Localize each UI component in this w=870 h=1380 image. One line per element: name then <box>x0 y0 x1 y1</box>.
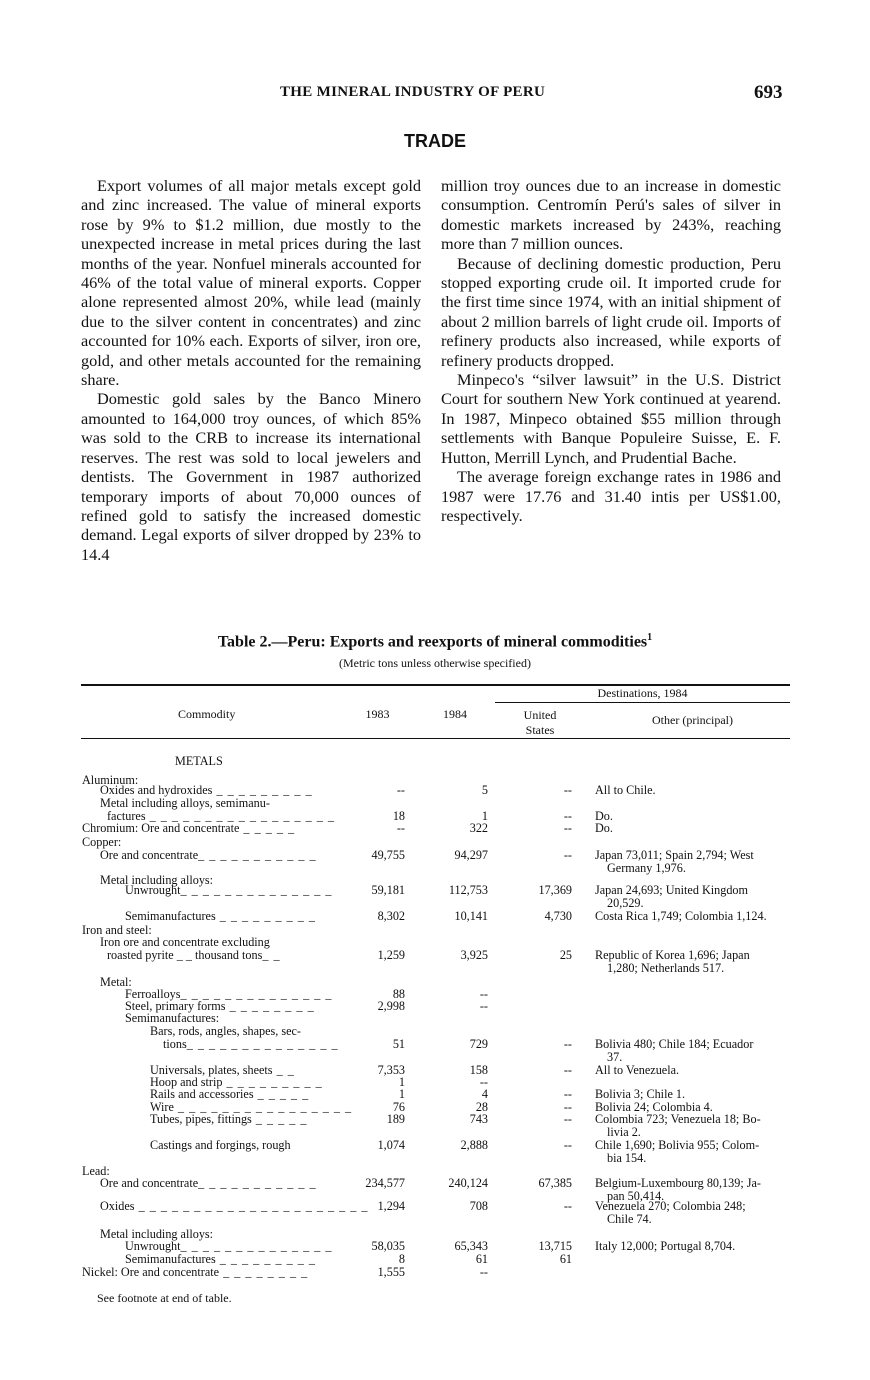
other-line: 1,280; Netherlands 517. <box>607 960 725 975</box>
dot-leader: _ _ _ _ _ _ _ _ _ _ _ <box>198 1176 317 1190</box>
value-1983: 51 <box>392 1037 405 1051</box>
other-line: 20,529. <box>607 895 644 910</box>
commodity-text: Chromium: Ore and concentrate <box>82 821 240 835</box>
other-line: 37. <box>607 1049 623 1064</box>
other-line: Costa Rica 1,749; Colombia 1,124. <box>595 909 767 923</box>
other-destinations <box>595 949 790 974</box>
commodity-label <box>150 1088 309 1101</box>
dot-leader: _ _ _ _ _ _ _ _ _ _ _ _ _ _ <box>180 987 333 1001</box>
value-1984: -- <box>479 987 488 1001</box>
other-line: Do. <box>595 809 613 823</box>
value-1984: -- <box>479 1075 488 1089</box>
commodity-text: Tubes, pipes, fittings <box>150 1112 252 1126</box>
value-1984: 61 <box>475 1252 488 1266</box>
commodity-label <box>150 1113 308 1126</box>
commodity-text: Oxides and hydroxides <box>100 783 213 797</box>
value-us: 61 <box>559 1252 572 1266</box>
commodity-label <box>100 849 317 862</box>
commodity-text: Unwrought <box>125 883 181 897</box>
value-us: -- <box>563 1138 572 1152</box>
other-destinations <box>595 1064 790 1077</box>
commodity-text: Bars, rods, angles, shapes, sec- <box>150 1024 301 1038</box>
other-line: Belgium-Luxembourg 80,139; Ja- <box>595 1176 761 1190</box>
commodity-text: Castings and forgings, rough <box>150 1138 291 1152</box>
other-line: Bolivia 24; Colombia 4. <box>595 1100 713 1114</box>
paragraph: Because of declining domestic production, Peru stopped exporting crude oil. It imported crude for the first time since 1974, with an initial shipment of about 2 million barrels of light crude oil. Imports of refinery products also increased, while exports of refinery products dropped. <box>441 253 781 370</box>
dot-leader: _ _ <box>272 1063 295 1077</box>
running-title: THE MINERAL INDUSTRY OF PERU <box>280 84 546 100</box>
other-line: bia 154. <box>607 1150 647 1165</box>
table-title-footnote-mark: 1 <box>647 632 653 643</box>
value-us: 17,369 <box>538 883 572 897</box>
other-line: Chile 74. <box>607 1211 652 1226</box>
commodity-label <box>82 836 121 849</box>
header-other: Other (principal) <box>652 713 733 727</box>
commodity-text: Copper: <box>82 835 122 849</box>
commodity-label <box>82 1266 308 1279</box>
page-number: 693 <box>754 82 783 103</box>
value-1984: 729 <box>469 1037 488 1051</box>
paragraph: Export volumes of all major metals except gold and zinc increased. The value of mineral exports rose by 9% to $1.2 million, due mostly to the unexpected increase in metal prices during the last months of the year. Nonfuel minerals accounted for 46% of the total value of mineral exports. Copper alone represented almost 20%, while lead (mainly due to the silver content in concentrates) and zinc accounted for 10% each. Exports of silver, iron ore, gold, and other metals accounted for the remaining share. <box>81 176 421 390</box>
commodity-text: Unwrought <box>125 1239 181 1253</box>
value-1984: 158 <box>469 1063 488 1077</box>
commodity-text: Iron and steel: <box>82 923 152 937</box>
other-destinations <box>595 1200 790 1225</box>
value-us: -- <box>563 1100 572 1114</box>
other-line: Japan 24,693; United Kingdom <box>595 883 749 897</box>
other-line: pan 50,414. <box>607 1188 665 1203</box>
other-destinations <box>595 1240 790 1253</box>
other-destinations <box>595 822 790 835</box>
value-1984: 65,343 <box>454 1239 488 1253</box>
commodity-label <box>125 1253 316 1266</box>
commodity-text: Lead: <box>82 1164 110 1178</box>
value-1983: -- <box>396 783 405 797</box>
commodity-label <box>150 1139 291 1152</box>
value-1983: 88 <box>392 987 405 1001</box>
other-destinations <box>595 849 790 874</box>
value-us: -- <box>563 1112 572 1126</box>
value-1983: 189 <box>386 1112 405 1126</box>
other-destinations <box>595 810 790 823</box>
commodity-label <box>100 936 270 949</box>
commodity-text: roasted pyrite _ _ thousand tons <box>107 948 263 962</box>
commodity-label <box>125 910 316 923</box>
value-1983: 7,353 <box>377 1063 405 1077</box>
other-line: Italy 12,000; Portugal 8,704. <box>595 1239 736 1253</box>
commodity-label <box>150 1025 301 1038</box>
dot-leader: _ _ _ _ _ _ _ _ _ _ _ <box>198 848 317 862</box>
dot-leader: _ _ _ _ _ _ _ _ _ _ _ _ _ _ _ _ <box>173 1100 353 1114</box>
value-1983: -- <box>396 821 405 835</box>
value-1983: 76 <box>392 1100 405 1114</box>
value-us: -- <box>563 1037 572 1051</box>
value-us: -- <box>563 1063 572 1077</box>
dot-leader: _ _ _ _ _ _ _ _ _ _ _ _ _ _ _ _ _ _ _ _ _ <box>134 1199 369 1213</box>
dot-leader: _ _ _ _ _ _ _ _ <box>219 1265 309 1279</box>
commodity-text: Nickel: Ore and concentrate <box>82 1265 220 1279</box>
dot-leader: _ _ _ _ _ <box>253 1087 310 1101</box>
dot-leader: _ _ _ _ _ _ _ _ _ <box>215 909 316 923</box>
value-1983: 49,755 <box>371 848 405 862</box>
value-us: -- <box>563 848 572 862</box>
body-column-left <box>81 176 421 564</box>
value-1984: 743 <box>469 1112 488 1126</box>
commodity-text: Metal including alloys: <box>100 1227 214 1241</box>
dot-leader: _ _ _ _ _ _ _ _ _ <box>215 1252 316 1266</box>
other-destinations <box>595 910 790 923</box>
commodity-text: Semimanufactures: <box>125 1011 220 1025</box>
other-line: Do. <box>595 821 613 835</box>
value-1984: 10,141 <box>454 909 488 923</box>
header-commodity: Commodity <box>178 707 236 721</box>
section-title: TRADE <box>404 131 466 151</box>
destinations-rule <box>495 702 790 703</box>
value-1983: 1,294 <box>377 1199 405 1213</box>
other-line: Germany 1,976. <box>607 860 686 875</box>
dot-leader: _ _ _ _ _ <box>239 821 296 835</box>
value-1984: 1 <box>481 809 488 823</box>
other-destinations <box>595 884 790 909</box>
commodity-text: tions <box>163 1037 187 1051</box>
commodity-label <box>100 1177 317 1190</box>
commodity-text: Steel, primary forms <box>125 999 226 1013</box>
commodity-label <box>163 1038 339 1051</box>
value-1983: 234,577 <box>365 1176 405 1190</box>
value-1984: 94,297 <box>454 848 488 862</box>
other-line: Bolivia 3; Chile 1. <box>595 1087 686 1101</box>
value-us: 13,715 <box>538 1239 572 1253</box>
dot-leader: _ _ _ _ _ _ _ _ _ _ _ _ _ _ <box>180 1239 333 1253</box>
commodity-text: Oxides <box>100 1199 135 1213</box>
value-1983: 18 <box>392 809 405 823</box>
other-destinations <box>595 1113 790 1138</box>
dot-leader: _ _ _ _ _ <box>251 1112 308 1126</box>
body-column-right <box>441 176 781 525</box>
other-line: livia 2. <box>607 1124 641 1139</box>
commodity-text: Ore and concentrate <box>100 848 199 862</box>
value-us: -- <box>563 783 572 797</box>
header-1984: 1984 <box>443 707 467 721</box>
dot-leader: _ _ _ _ _ _ _ _ _ <box>212 783 313 797</box>
commodity-text: Aluminum: <box>82 773 139 787</box>
other-destinations <box>595 1088 790 1101</box>
paragraph: Minpeco's “silver lawsuit” in the U.S. District Court for southern New York continued at yearend. In 1987, Minpeco obtained $55 million through settlements with Banque Populeire Suisse, E. F. Hutton, Merrill Lynch, and Prudential Bache. <box>441 370 781 467</box>
value-1983: 58,035 <box>371 1239 405 1253</box>
value-1984: 322 <box>469 821 488 835</box>
other-line: Bolivia 480; Chile 184; Ecuador <box>595 1037 754 1051</box>
dot-leader: _ _ <box>262 948 281 962</box>
value-1984: 240,124 <box>448 1176 488 1190</box>
value-1983: 59,181 <box>371 883 405 897</box>
commodity-text: Ore and concentrate <box>100 1176 199 1190</box>
commodity-text: METALS <box>175 754 223 768</box>
value-us: 25 <box>559 948 572 962</box>
value-1984: 5 <box>481 783 488 797</box>
value-1984: -- <box>479 999 488 1013</box>
other-line: All to Chile. <box>595 783 656 797</box>
commodity-text: Ferroalloys <box>125 987 181 1001</box>
value-us: -- <box>563 821 572 835</box>
table-footnote-ref: See footnote at end of table. <box>97 1291 232 1305</box>
commodity-text: factures <box>107 809 146 823</box>
value-1984: 2,888 <box>460 1138 488 1152</box>
other-line: Colombia 723; Venezuela 18; Bo- <box>595 1112 761 1126</box>
other-line: Venezuela 270; Colombia 248; <box>595 1199 746 1213</box>
paragraph: Domestic gold sales by the Banco Minero amounted to 164,000 troy ounces, of which 85% was sold to the CRB to increase its international reserves. The rest was sold to local jewelers and dentists. The Government in 1987 authorized temporary imports of about 70,000 ounces of refined gold to satisfy the increased domestic demand. Legal exports of silver dropped by 23% to 14.4 <box>81 389 421 564</box>
dot-leader: _ _ _ _ _ _ _ _ _ _ _ _ _ _ <box>186 1037 339 1051</box>
commodity-text: Hoop and strip <box>150 1075 223 1089</box>
commodity-text: Metal including alloys, semimanu- <box>100 796 270 810</box>
commodity-label <box>125 1012 219 1025</box>
value-1984: 4 <box>481 1087 488 1101</box>
dot-leader: _ _ _ _ _ _ _ _ <box>225 999 315 1013</box>
header-bottom-rule <box>81 738 790 739</box>
dot-leader: _ _ _ _ _ _ _ _ _ _ _ _ _ _ _ _ _ <box>145 809 335 823</box>
commodity-text: Iron ore and concentrate excluding <box>100 935 270 949</box>
value-1983: 2,998 <box>377 999 405 1013</box>
value-1983: 1,259 <box>377 948 405 962</box>
value-1983: 1,555 <box>377 1265 405 1279</box>
table-title <box>0 632 870 651</box>
commodity-text: Universals, plates, sheets <box>150 1063 273 1077</box>
commodity-text: Semimanufactures <box>125 1252 216 1266</box>
commodity-label <box>100 797 270 810</box>
paragraph: The average foreign exchange rates in 1986 and 1987 were 17.76 and 31.40 intis per US$1.00, respectively. <box>441 467 781 525</box>
value-1984: 708 <box>469 1199 488 1213</box>
value-us: -- <box>563 1199 572 1213</box>
commodity-label <box>125 1240 332 1253</box>
value-1984: -- <box>479 1265 488 1279</box>
value-1983: 8,302 <box>377 909 405 923</box>
table-title-text: Table 2.—Peru: Exports and reexports of mineral commodities <box>217 633 648 651</box>
value-us: 67,385 <box>538 1176 572 1190</box>
dot-leader: _ _ _ _ _ _ _ _ _ _ _ _ _ _ <box>180 883 333 897</box>
commodity-text: Metal: <box>100 975 132 989</box>
header-united-states <box>505 708 575 738</box>
other-destinations <box>595 1139 790 1164</box>
header-destinations: Destinations, 1984 <box>597 686 688 700</box>
value-us: -- <box>563 809 572 823</box>
value-1983: 8 <box>398 1252 405 1266</box>
value-1984: 112,753 <box>448 883 488 897</box>
other-line: Japan 73,011; Spain 2,794; West <box>595 848 754 862</box>
header-us-line2: States <box>525 723 555 737</box>
table-subtitle: (Metric tons unless otherwise specified) <box>339 656 531 670</box>
value-1983: 1 <box>398 1075 405 1089</box>
commodity-text: Rails and accessories <box>150 1087 254 1101</box>
other-line: All to Venezuela. <box>595 1063 680 1077</box>
commodity-label <box>175 755 223 768</box>
other-line: Chile 1,690; Bolivia 955; Colom- <box>595 1138 760 1152</box>
value-us: -- <box>563 1087 572 1101</box>
header-1983: 1983 <box>365 707 390 721</box>
page-header <box>0 82 870 106</box>
value-1984: 3,925 <box>460 948 488 962</box>
commodity-text: Metal including alloys: <box>100 873 214 887</box>
value-1983: 1,074 <box>377 1138 405 1152</box>
other-line: Republic of Korea 1,696; Japan <box>595 948 750 962</box>
commodity-label <box>82 822 295 835</box>
other-destinations <box>595 1038 790 1063</box>
value-1983: 1 <box>398 1087 405 1101</box>
value-us: 4,730 <box>544 909 572 923</box>
commodity-label <box>100 1200 368 1213</box>
commodity-label <box>125 884 332 897</box>
header-us-line1: United <box>523 708 557 722</box>
commodity-label <box>100 784 313 797</box>
dot-leader: _ _ _ _ _ _ _ _ _ <box>222 1075 323 1089</box>
commodity-text: Wire <box>150 1100 174 1114</box>
paragraph: million troy ounces due to an increase in domestic consumption. Centromín Perú's sales of silver in domestic markets increased by 243%, reaching more than 7 million ounces. <box>441 176 781 254</box>
value-1984: 28 <box>475 1100 488 1114</box>
commodity-text: Semimanufactures <box>125 909 216 923</box>
commodity-label <box>107 949 281 962</box>
other-destinations <box>595 784 790 797</box>
